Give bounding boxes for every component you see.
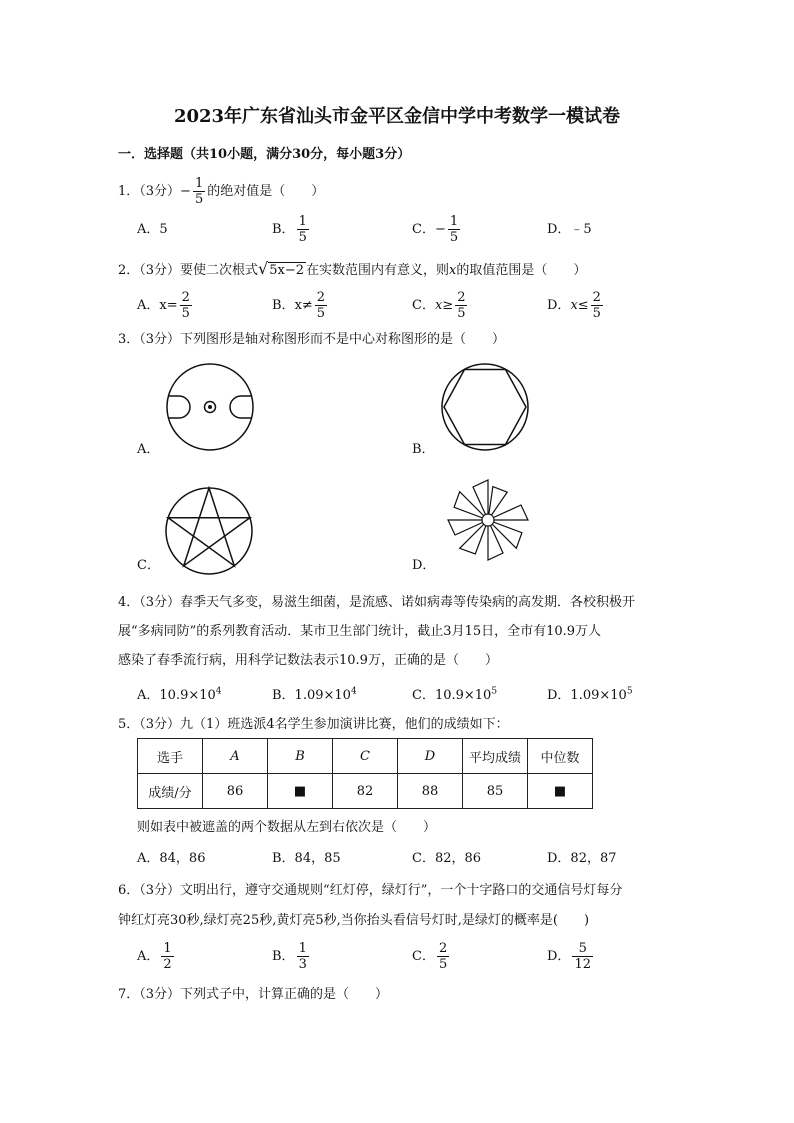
q6-d-den: 12 (574, 957, 591, 972)
q6-c-num: 2 (438, 941, 448, 956)
sqrt-symbol-icon: √ (258, 259, 269, 278)
q1-option-d[interactable]: D．﹣5 (547, 222, 592, 237)
q3-option-c[interactable]: C． (137, 558, 160, 573)
q5-option-a[interactable]: A．84，86 (137, 851, 206, 866)
q6-option-a[interactable] (137, 941, 176, 972)
q3-option-d[interactable]: D． (412, 558, 436, 573)
q2-d-den: 5 (592, 306, 601, 321)
table-header-cell: B (268, 739, 333, 774)
q2-option-a[interactable] (137, 290, 194, 321)
q2-d-fraction (591, 290, 603, 321)
q2-c-expr: x≥ (434, 298, 454, 313)
q1-c-den: 5 (449, 230, 459, 245)
q2-option-c[interactable] (412, 290, 469, 321)
question-7-stem: 7．（3分）下列式子中，计算正确的是（ ） (118, 987, 389, 1002)
table-cell: 88 (398, 774, 463, 809)
q2-a-den: 5 (181, 306, 190, 321)
q2-b-den: 5 (316, 306, 326, 321)
q6-c-label: C． (412, 949, 435, 964)
q2-b-fraction (315, 290, 327, 321)
table-header-cell: C (333, 739, 398, 774)
q4-c-base: C．10.9×10 (412, 688, 492, 703)
q4-option-a[interactable] (137, 686, 222, 706)
q2-d-label: D． (547, 298, 571, 313)
q1-b-fraction (297, 214, 309, 245)
q2-b-expr: x≠ (294, 298, 313, 313)
figure-c-star (164, 486, 254, 576)
table-row (138, 774, 593, 809)
q6-d-fraction (572, 941, 593, 972)
q3-option-a[interactable]: A． (137, 442, 160, 457)
figure-b-hexagon (440, 362, 530, 452)
scores-table (137, 738, 593, 809)
q6-b-fraction (297, 941, 309, 972)
q1-c-num: 1 (449, 214, 459, 229)
q4-a-exp: 4 (215, 686, 222, 697)
q6-a-den: 2 (163, 957, 172, 972)
q2-b-num: 2 (316, 290, 326, 305)
q4-a-base: A．10.9×10 (137, 688, 216, 703)
q2-a-fraction (180, 290, 192, 321)
q1-num: 1 (194, 176, 204, 191)
table-header-cell: 中位数 (528, 739, 593, 774)
q4-d-exp: 5 (626, 686, 633, 697)
q4-b-base: B．1.09×10 (272, 688, 351, 703)
question-6-line-1: 6．（3分）文明出行，遵守交通规则“红灯停，绿灯行”，一个十字路口的交通信号灯每分 (118, 883, 623, 898)
table-cell: 82 (333, 774, 398, 809)
q6-d-label: D． (547, 949, 571, 964)
table-header-cell: 平均成绩 (463, 739, 528, 774)
q1-fraction (193, 176, 205, 207)
q1-c-neg: − (434, 221, 446, 237)
q2-radicand: 5x−2 (269, 263, 305, 278)
table-header-cell: D (398, 739, 463, 774)
figure-d-pinwheel (442, 474, 534, 566)
q6-b-label: B． (272, 949, 295, 964)
q4-option-b[interactable] (272, 686, 357, 706)
q6-a-label: A． (137, 949, 160, 964)
figure-a-circle-notches (165, 362, 255, 452)
q2-c-den: 5 (457, 306, 466, 321)
q2-b-label: B． (272, 298, 295, 313)
q6-b-num: 1 (298, 941, 307, 956)
q2-c-num: 2 (457, 290, 466, 305)
table-cell-covered: ■ (268, 774, 333, 809)
q2-d-num: 2 (592, 290, 601, 305)
q1-option-a[interactable]: A．5 (137, 222, 168, 237)
q1-b-num: 1 (298, 214, 307, 229)
q6-a-fraction (161, 941, 173, 972)
table-cell: 85 (463, 774, 528, 809)
q6-c-den: 5 (438, 957, 448, 972)
q6-c-fraction (437, 941, 449, 972)
question-4-line-2: 展“多病同防”的系列教育活动．某市卫生部门统计，截止3月15日，全市有10.9万人 (118, 624, 602, 639)
q6-option-c[interactable] (412, 941, 451, 972)
page-title: 2023年广东省汕头市金平区金信中学中考数学一模试卷 (173, 106, 621, 127)
q2-a-label: A． (137, 298, 160, 313)
q2-c-fraction (455, 290, 467, 321)
q4-d-base: D．1.09×10 (547, 688, 627, 703)
q1-c-fraction (448, 214, 460, 245)
q2-option-b[interactable] (272, 290, 329, 321)
q3-option-b[interactable]: B． (412, 442, 435, 457)
q1-prefix: 1．（3分） (118, 184, 181, 199)
q1-den: 5 (194, 192, 204, 207)
q2-var: x (449, 263, 457, 278)
q6-option-d[interactable] (547, 941, 595, 972)
table-cell-covered: ■ (528, 774, 593, 809)
q2-a-num: 2 (181, 290, 190, 305)
question-4-line-1: 4．（3分）春季天气多变，易滋生细菌，是流感、诺如病毒等传染病的高发期．各校积极开 (118, 595, 636, 610)
table-header-cell: 选手 (138, 739, 203, 774)
q1-b-label: B． (272, 222, 295, 237)
q2-a-expr: x= (159, 298, 178, 313)
q6-a-num: 1 (163, 941, 172, 956)
q6-option-b[interactable] (272, 941, 311, 972)
question-5-stem: 5．（3分）九（1）班选派4名学生参加演讲比赛，他们的成绩如下： (118, 717, 509, 732)
question-6-line-2: 钟红灯亮30秒,绿灯亮25秒,黄灯亮5秒,当你抬头看信号灯时,是绿灯的概率是( ) (118, 913, 590, 928)
q1-option-c[interactable] (412, 214, 462, 245)
table-header-row (138, 739, 593, 774)
q2-mid: 在实数范围内有意义，则 (306, 263, 450, 278)
q5-option-c[interactable]: C．82，86 (412, 851, 482, 866)
question-1-stem (118, 176, 324, 207)
table-cell: 86 (203, 774, 268, 809)
q1-neg: − (180, 183, 191, 199)
q4-option-c[interactable] (412, 686, 497, 706)
question-2-stem (118, 259, 586, 281)
q5-option-b[interactable]: B．84，85 (272, 851, 341, 866)
question-4-line-3: 感染了春季流行病，用科学记数法表示10.9万，正确的是（ ） (118, 653, 498, 668)
q2-option-d[interactable] (547, 290, 605, 321)
table-header-cell: A (203, 739, 268, 774)
table-row-label: 成绩/分 (138, 774, 203, 809)
q4-option-d[interactable] (547, 686, 633, 706)
q1-b-den: 5 (298, 230, 307, 245)
q2-c-label: C． (412, 298, 435, 313)
q6-d-num: 5 (572, 941, 593, 957)
q1-c-label: C． (412, 222, 435, 237)
section-heading: 一．选择题（共10小题，满分30分，每小题3分） (118, 147, 411, 162)
question-5-followup: 则如表中被遮盖的两个数据从左到右依次是（ ） (137, 820, 437, 835)
q6-b-den: 3 (298, 957, 307, 972)
q1-suffix: 的绝对值是（ ） (207, 184, 325, 199)
q2-d-expr: x≤ (570, 298, 589, 313)
question-3-stem: 3．（3分）下列图形是轴对称图形而不是中心对称图形的是（ ） (118, 332, 506, 347)
q1-option-b[interactable] (272, 214, 311, 245)
q5-option-d[interactable]: D．82，87 (547, 851, 617, 866)
q2-prefix: 2．（3分）要使二次根式 (118, 263, 259, 278)
q4-b-exp: 4 (350, 686, 357, 697)
q2-suffix: 的取值范围是（ ） (456, 263, 587, 278)
q4-c-exp: 5 (491, 686, 498, 697)
